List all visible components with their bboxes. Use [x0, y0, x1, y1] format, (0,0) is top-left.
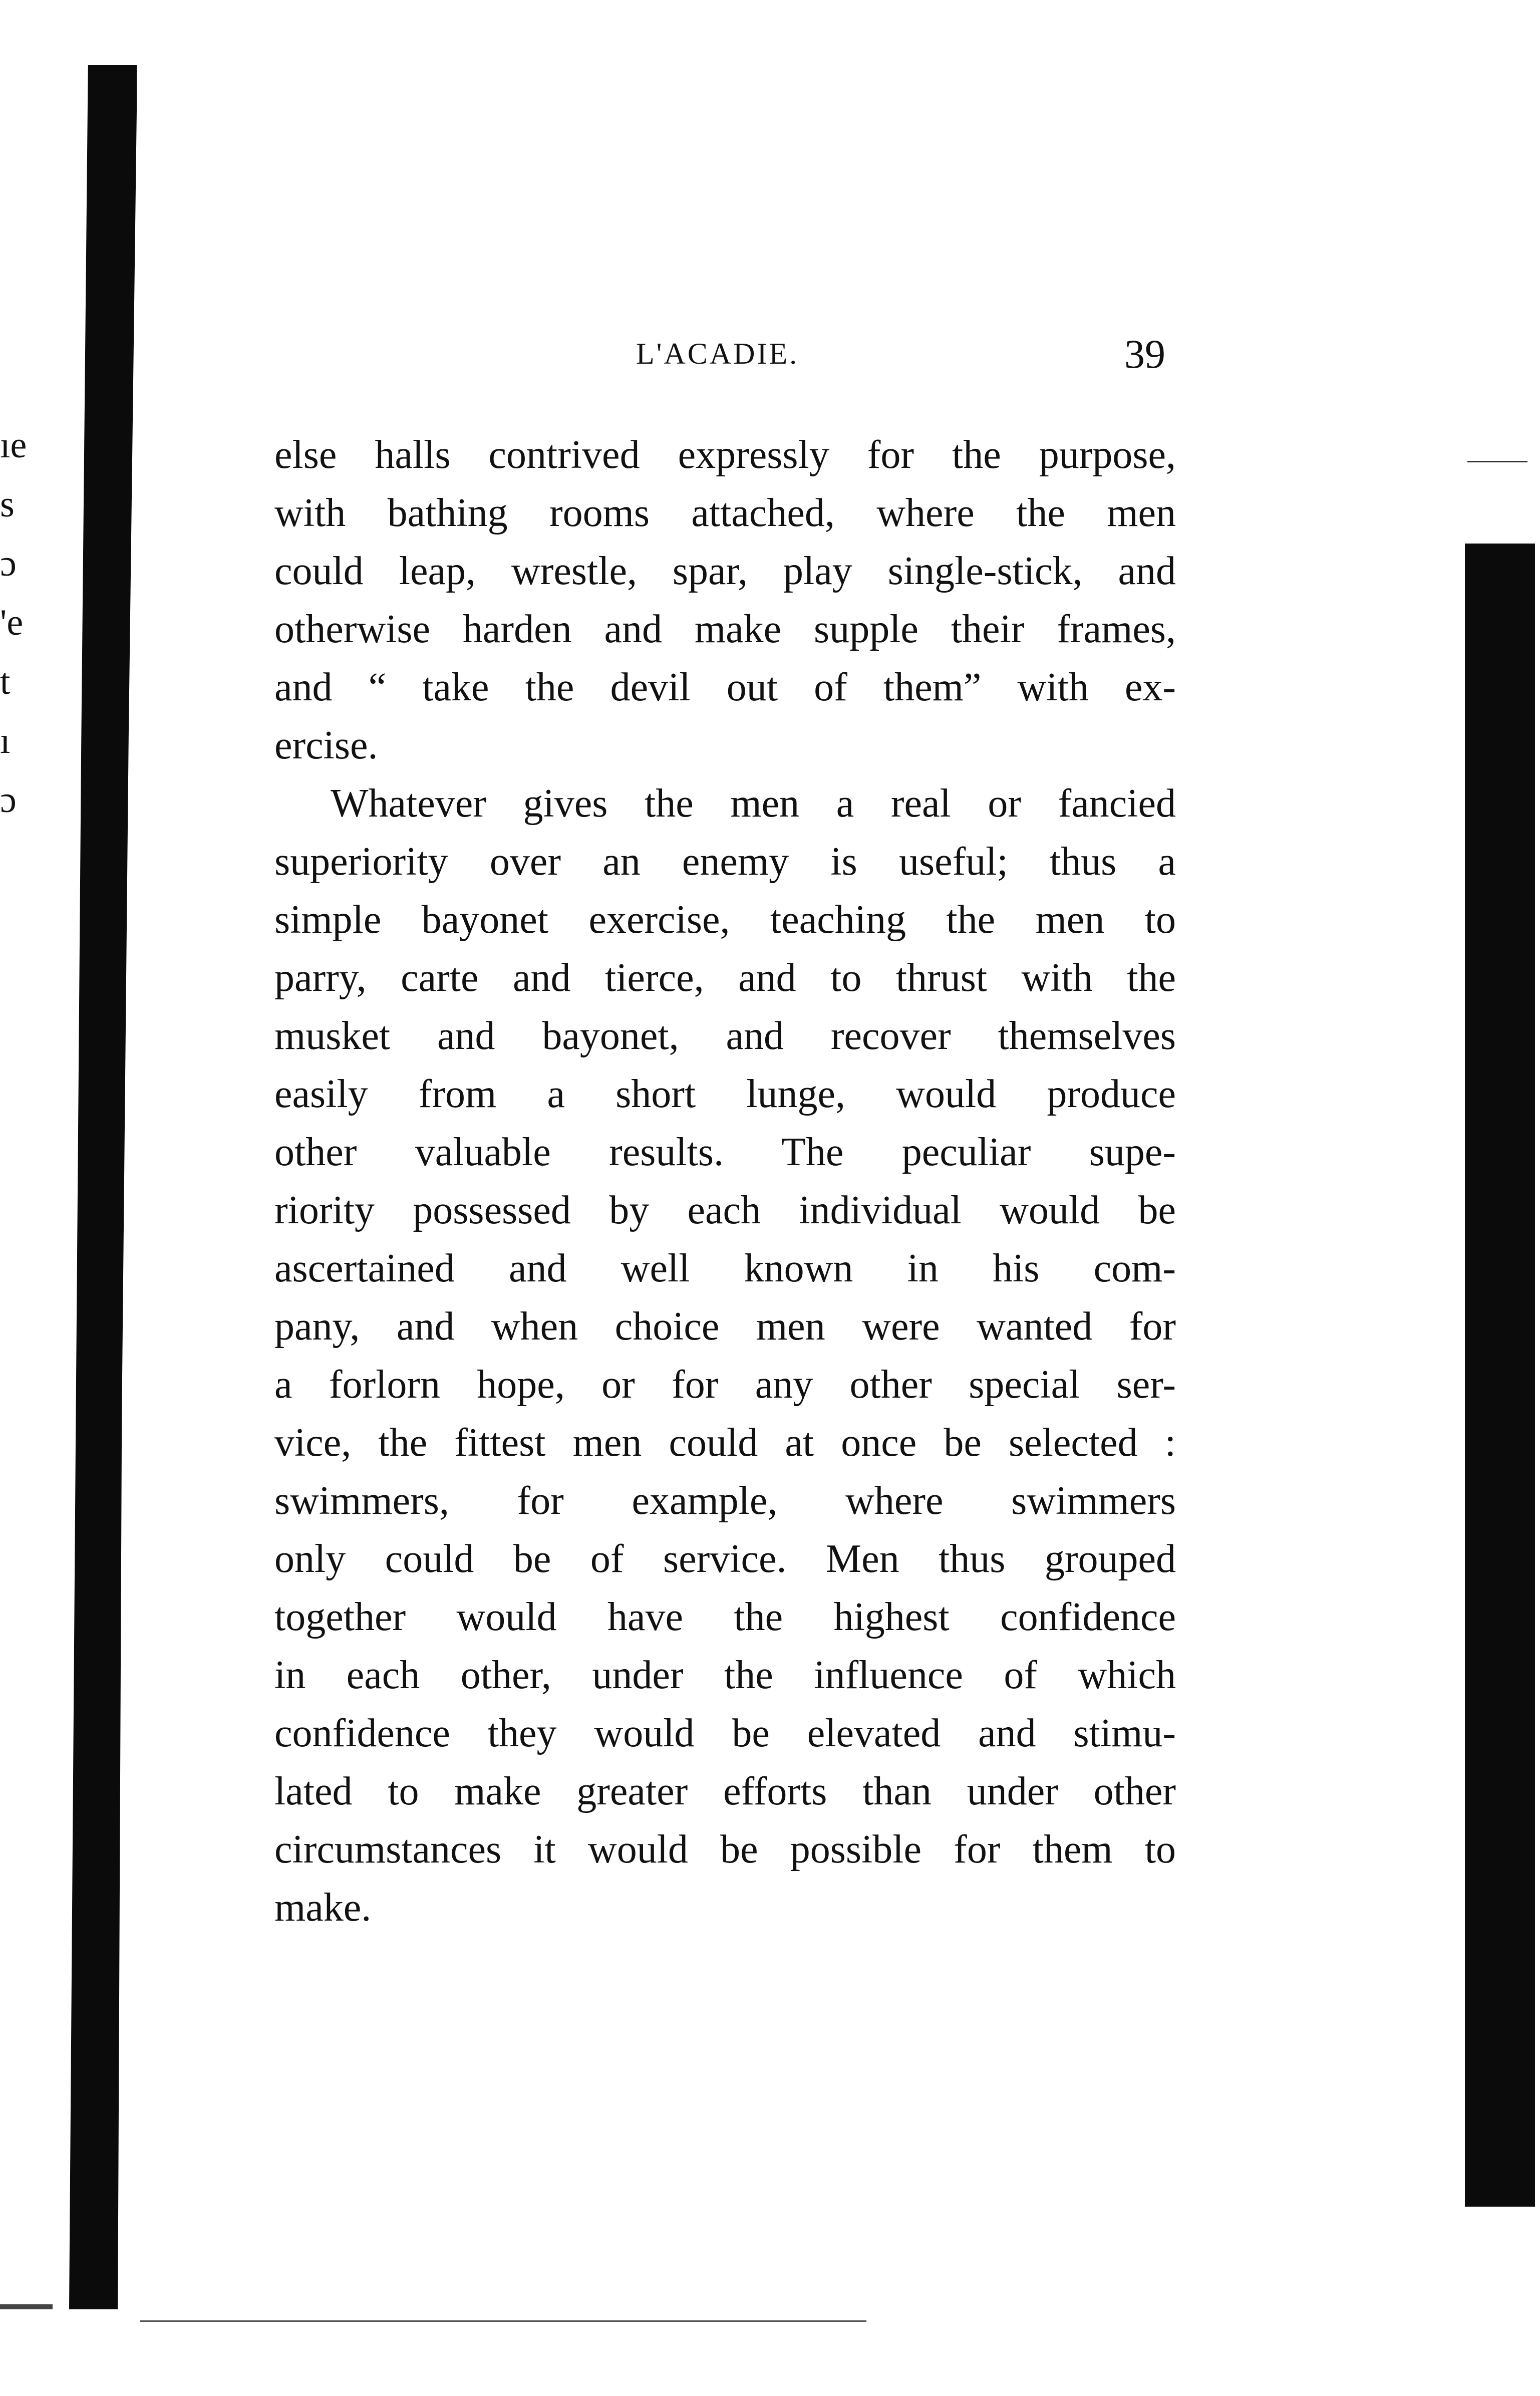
- text-line: pany, and when choice men were wanted for: [274, 1304, 1176, 1349]
- fragment: ıe: [0, 425, 27, 466]
- bottom-left-mark: [0, 2304, 53, 2309]
- text-line: in each other, under the influence of which: [274, 1653, 1176, 1697]
- text-line: ercise.: [274, 723, 378, 767]
- fragment: 'e: [0, 602, 24, 643]
- text-line: ascertained and well known in his com-: [274, 1246, 1176, 1290]
- text-line: circumstances it would be possible for them to: [274, 1827, 1176, 1872]
- body-text: [274, 426, 1176, 1937]
- bottom-rule: [140, 2320, 866, 2322]
- text-line: could leap, wrestle, spar, play single-stick, and: [274, 549, 1176, 593]
- text-line: parry, carte and tierce, and to thrust with the: [274, 956, 1176, 1000]
- text-line: superiority over an enemy is useful; thus a: [274, 840, 1176, 884]
- text-line: otherwise harden and make supple their frames,: [274, 607, 1176, 651]
- text-line: lated to make greater efforts than under other: [274, 1769, 1176, 1813]
- fragment: ɔ: [0, 779, 17, 821]
- text-line: only could be of service. Men thus grouped: [274, 1537, 1176, 1581]
- text-line: other valuable results. The peculiar supe-: [274, 1130, 1176, 1174]
- facing-page-fragments: [0, 416, 40, 830]
- page-number: 39: [1124, 331, 1165, 377]
- text-line: Whatever gives the men a real or fancied: [331, 781, 1176, 826]
- running-head: L'ACADIE.: [636, 337, 799, 370]
- fragment: s: [0, 484, 15, 525]
- text-line: riority possessed by each individual would be: [274, 1188, 1176, 1232]
- text-line: else halls contrived expressly for the purpose,: [274, 433, 1176, 477]
- text-line: together would have the highest confidence: [274, 1595, 1176, 1639]
- text-line: a forlorn hope, or for any other special ser-: [274, 1363, 1176, 1407]
- text-line: easily from a short lunge, would produce: [274, 1072, 1176, 1116]
- text-line: swimmers, for example, where swimmers: [274, 1479, 1176, 1523]
- text-line: make.: [274, 1886, 372, 1930]
- facing-page-rule: [1467, 461, 1527, 462]
- right-page-edge-shadow: [1465, 544, 1535, 2207]
- text-line: with bathing rooms attached, where the men: [274, 491, 1176, 535]
- text-line: and “ take the devil out of them” with ex-: [274, 665, 1176, 709]
- text-line: musket and bayonet, and recover themselves: [274, 1014, 1176, 1058]
- fragment: ɔ: [0, 543, 17, 584]
- fragment: ı: [0, 720, 11, 761]
- left-binding-shadow: [69, 65, 137, 2309]
- fragment: t: [0, 661, 11, 702]
- text-line: simple bayonet exercise, teaching the men to: [274, 898, 1176, 942]
- text-line: vice, the fittest men could at once be selected :: [274, 1421, 1176, 1465]
- text-line: confidence they would be elevated and stimu-: [274, 1711, 1176, 1755]
